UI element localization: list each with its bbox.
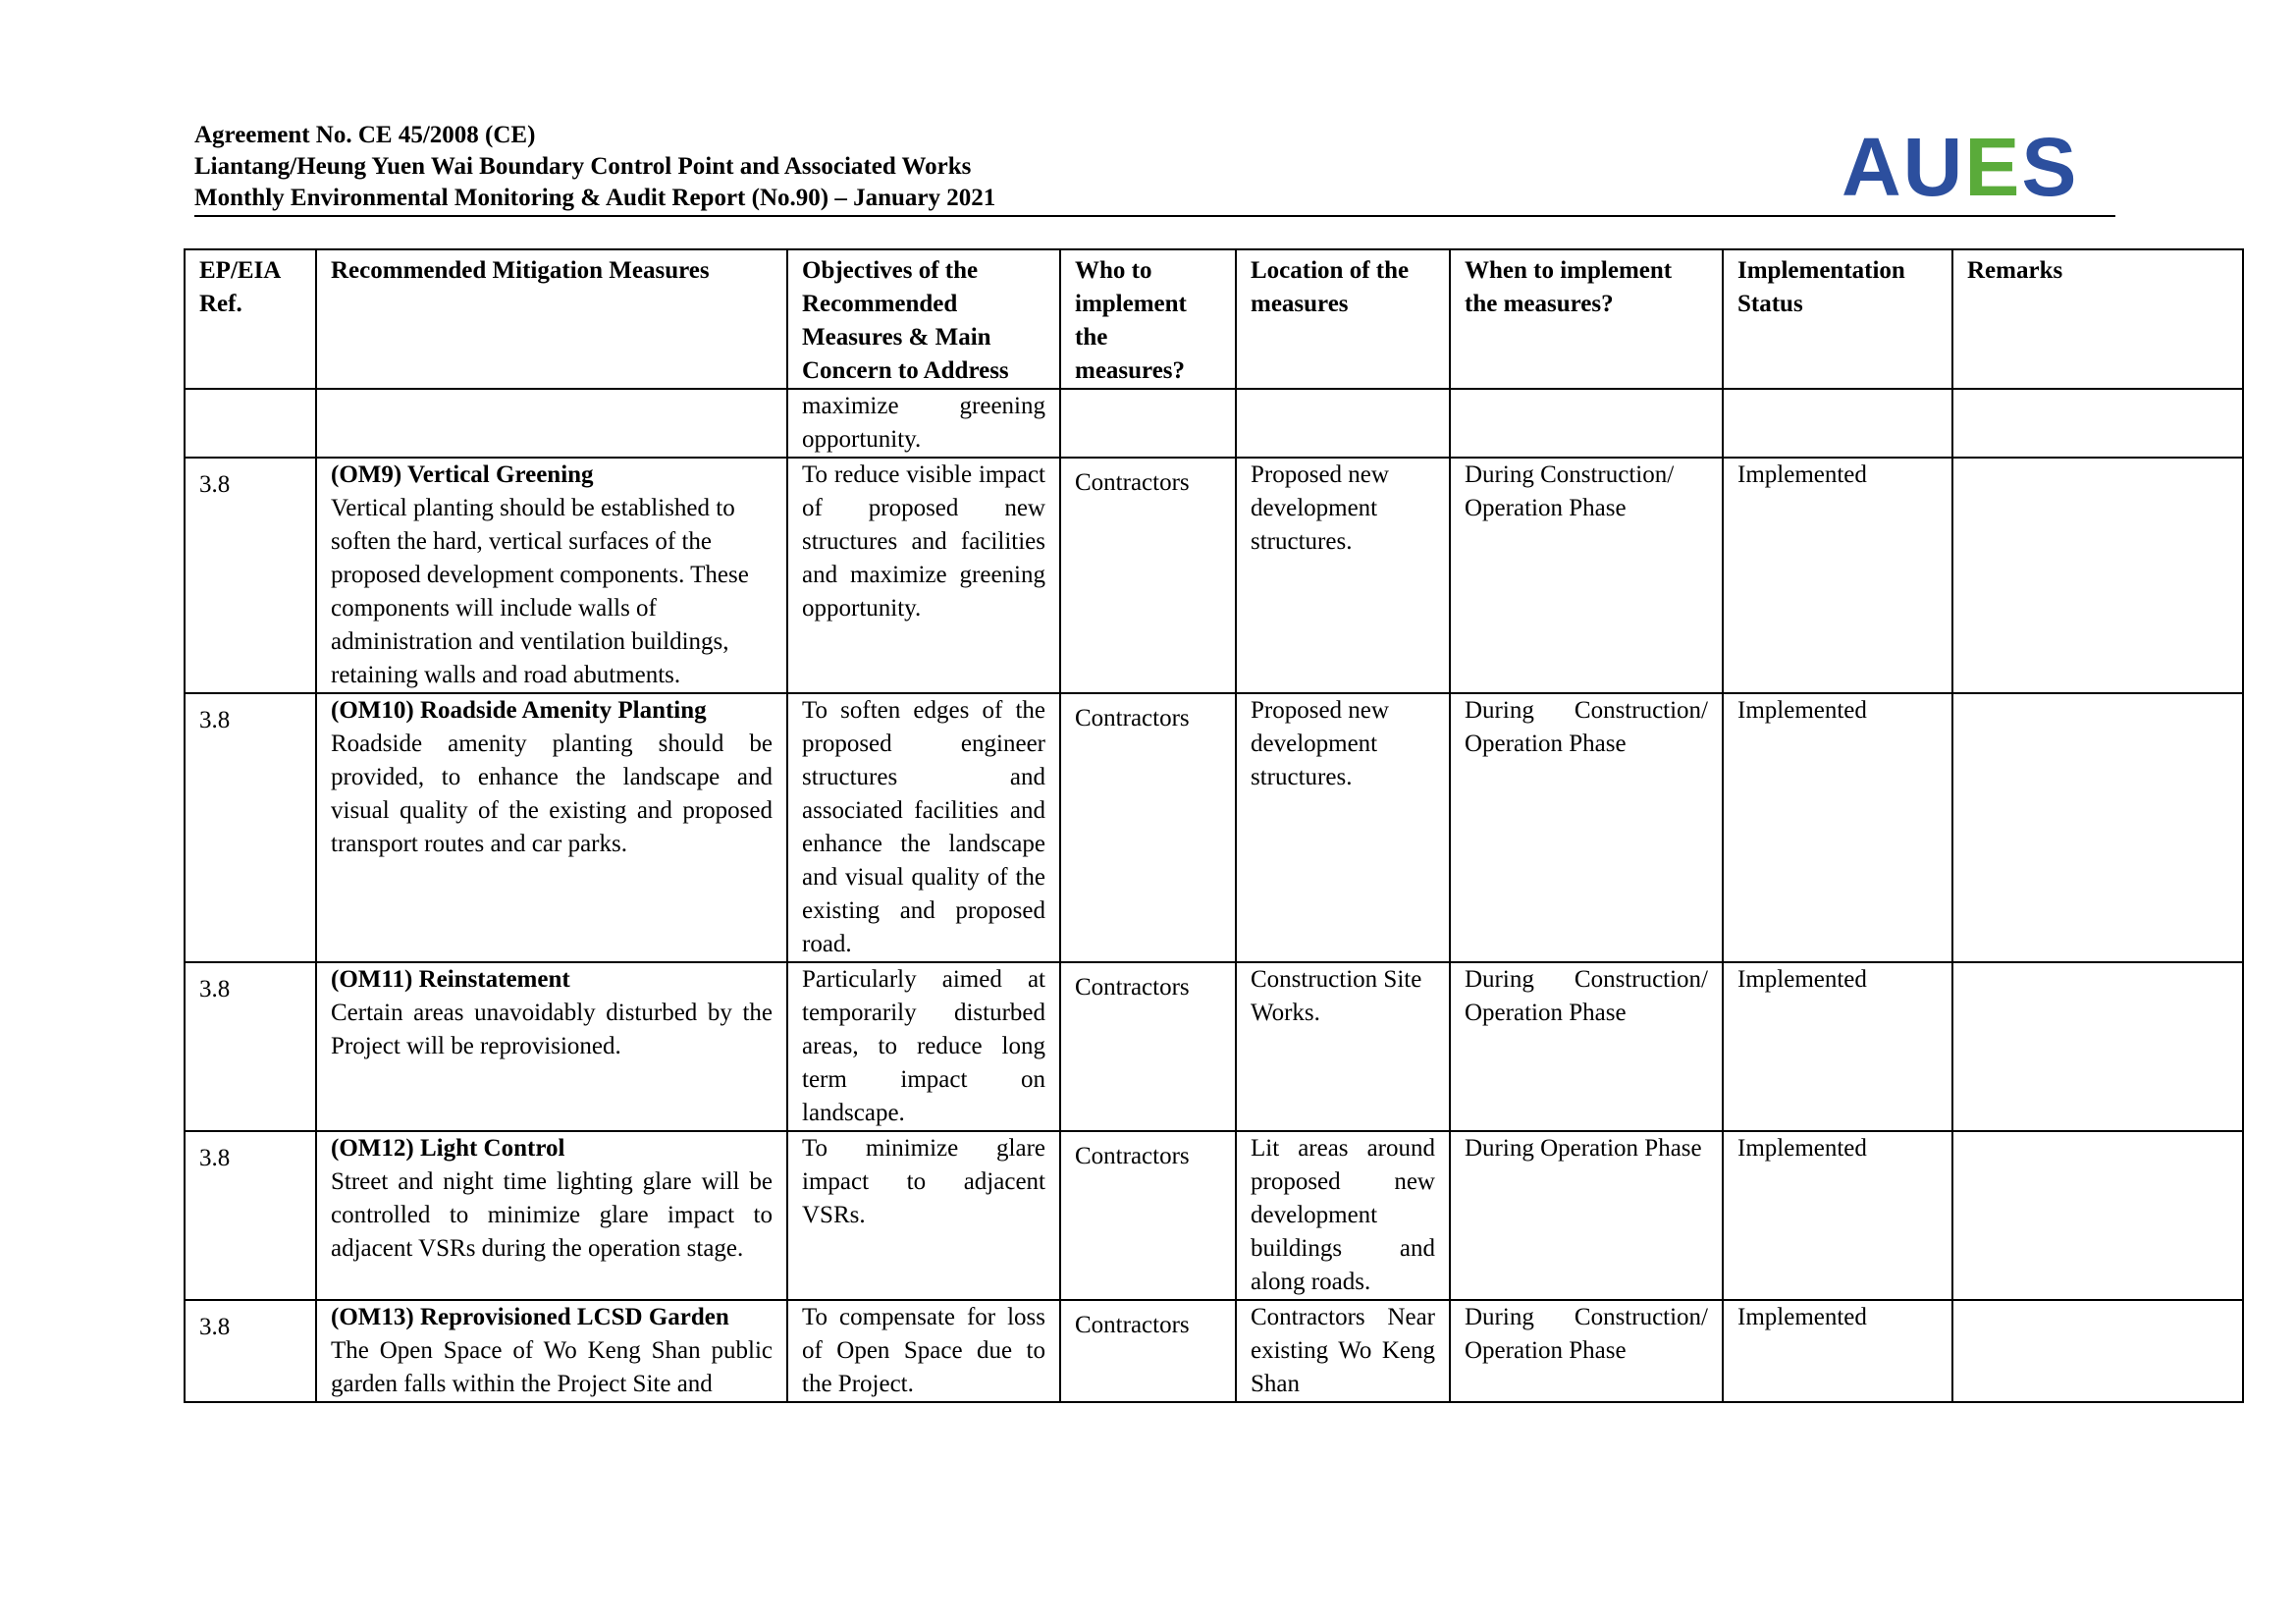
status-cell: Implemented (1723, 1131, 1952, 1300)
table-header-row (185, 249, 2243, 389)
measure-text: Street and night time lighting glare will be controlled to minimize glare impact to adjacent VSRs during the operation stage. (331, 1168, 773, 1262)
status-cell: Implemented (1723, 693, 1952, 962)
when-cell: During Construction/ Operation Phase (1450, 458, 1723, 693)
report-header (194, 120, 2118, 214)
when-cell: During Construction/ Operation Phase (1450, 693, 1723, 962)
table-row-continuation (185, 389, 2243, 458)
aues-logo: AUES (1842, 121, 2079, 213)
measure-cell (316, 458, 787, 693)
location-cell: Contractors Near existing Wo Keng Shan (1236, 1300, 1450, 1402)
table-row (185, 1300, 2243, 1402)
ref-cell: 3.8 (185, 1131, 316, 1300)
who-cell: Contractors (1060, 458, 1236, 693)
mitigation-measures-table (184, 248, 2244, 1403)
header-remarks: Remarks (1952, 249, 2243, 389)
objective-cell: To compensate for loss of Open Space due to the Project. (787, 1300, 1060, 1402)
measure-cell (316, 1131, 787, 1300)
project-title: Liantang/Heung Yuen Wai Boundary Control Point and Associated Works (194, 153, 972, 180)
status-cell: Implemented (1723, 1300, 1952, 1402)
header-when: When to implement the measures? (1450, 249, 1723, 389)
remarks-cell (1952, 693, 2243, 962)
measure-title: (OM9) Vertical Greening (331, 461, 594, 488)
table-row (185, 693, 2243, 962)
who-cell: Contractors (1060, 1131, 1236, 1300)
header-divider (194, 215, 2115, 217)
location-cell: Proposed new development structures. (1236, 693, 1450, 962)
table-row (185, 1131, 2243, 1300)
measure-title: (OM13) Reprovisioned LCSD Garden (331, 1304, 729, 1330)
status-cell: Implemented (1723, 962, 1952, 1131)
location-cell: Lit areas around proposed new development buildings and along roads. (1236, 1131, 1450, 1300)
when-cell: During Construction/ Operation Phase (1450, 962, 1723, 1131)
continued-objective: maximize greening opportunity. (787, 389, 1060, 458)
measure-cell (316, 693, 787, 962)
header-who: Who to implement the measures? (1060, 249, 1236, 389)
report-title: Monthly Environmental Monitoring & Audit Report (No.90) – January 2021 (194, 185, 996, 211)
objective-cell: To soften edges of the proposed engineer structures and associated facilities and enhance the landscape and visual quality of the existing and proposed road. (787, 693, 1060, 962)
location-cell: Proposed new development structures. (1236, 458, 1450, 693)
header-objectives: Objectives of the Recommended Measures & Main Concern to Address (787, 249, 1060, 389)
measure-text: Vertical planting should be established to soften the hard, vertical surfaces of the proposed development components. These components will include walls of administration and ventilation buildings, retaining walls and road abutments. (331, 495, 749, 688)
location-cell: Construction Site Works. (1236, 962, 1450, 1131)
measure-cell (316, 1300, 787, 1402)
ref-cell: 3.8 (185, 962, 316, 1131)
header-ref: EP/EIA Ref. (185, 249, 316, 389)
measure-title: (OM12) Light Control (331, 1135, 565, 1162)
agreement-number: Agreement No. CE 45/2008 (CE) (194, 122, 536, 148)
objective-cell: To minimize glare impact to adjacent VSRs. (787, 1131, 1060, 1300)
when-cell: During Construction/ Operation Phase (1450, 1300, 1723, 1402)
header-measures: Recommended Mitigation Measures (316, 249, 787, 389)
measure-text: Certain areas unavoidably disturbed by the Project will be reprovisioned. (331, 1000, 773, 1059)
objective-cell: To reduce visible impact of proposed new structures and facilities and maximize greening opportunity. (787, 458, 1060, 693)
measure-title: (OM10) Roadside Amenity Planting (331, 697, 707, 724)
ref-cell: 3.8 (185, 693, 316, 962)
ref-cell: 3.8 (185, 458, 316, 693)
measure-title: (OM11) Reinstatement (331, 966, 570, 993)
who-cell: Contractors (1060, 962, 1236, 1131)
ref-cell: 3.8 (185, 1300, 316, 1402)
status-cell: Implemented (1723, 458, 1952, 693)
measure-text: The Open Space of Wo Keng Shan public garden falls within the Project Site and (331, 1337, 773, 1397)
measure-text: Roadside amenity planting should be provided, to enhance the landscape and visual quality of the existing and proposed transport routes and car parks. (331, 731, 773, 857)
header-location: Location of the measures (1236, 249, 1450, 389)
header-status: Implementation Status (1723, 249, 1952, 389)
when-cell: During Operation Phase (1450, 1131, 1723, 1300)
who-cell: Contractors (1060, 693, 1236, 962)
remarks-cell (1952, 962, 2243, 1131)
remarks-cell (1952, 1131, 2243, 1300)
who-cell: Contractors (1060, 1300, 1236, 1402)
measure-cell (316, 962, 787, 1131)
table-row (185, 962, 2243, 1131)
header-lines (194, 120, 2118, 214)
objective-cell: Particularly aimed at temporarily disturbed areas, to reduce long term impact on landscape. (787, 962, 1060, 1131)
table-row (185, 458, 2243, 693)
remarks-cell (1952, 458, 2243, 693)
remarks-cell (1952, 1300, 2243, 1402)
